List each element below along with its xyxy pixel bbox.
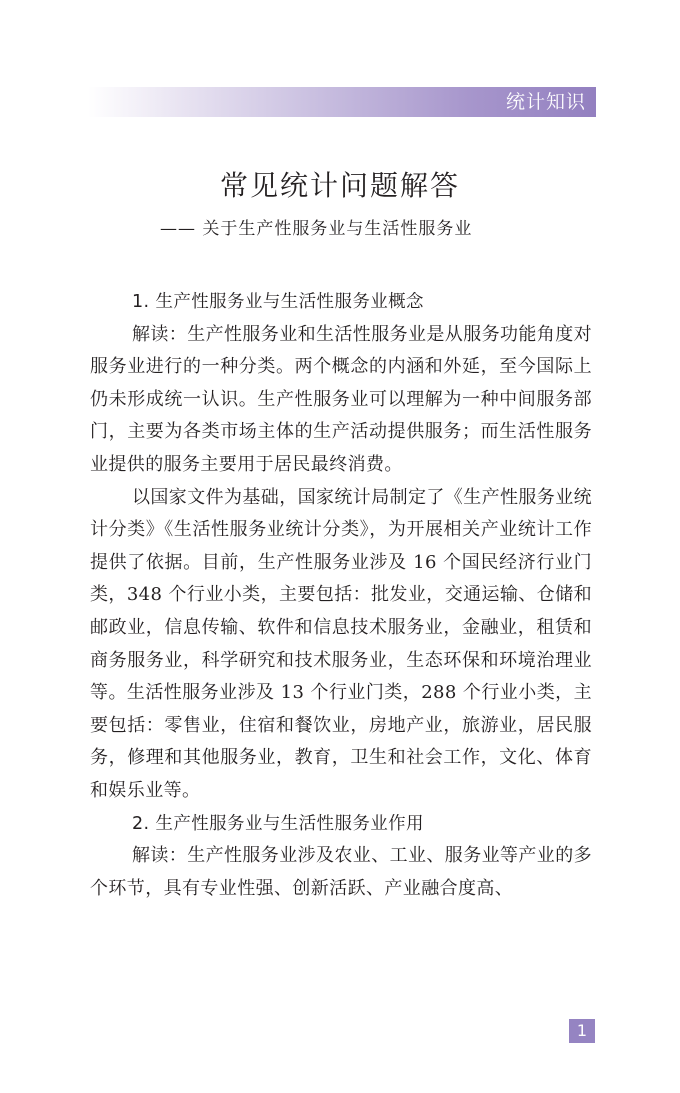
paragraph-2: 以国家文件为基础，国家统计局制定了《生产性服务业统计分类》《生活性服务业统计分类》，为开展相关产业统计工作提供了依据。目前，生产性服务业涉及 16 个国民经济行业门类，348 个行业小类，主要包括：批发业，交通运输、仓储和邮政业，信息传输、软件和信息技术服务业，金融业，租赁和商务服务业，科学研究和技术服务业，生态环保和环境治理业等。生活性服务业涉及 13 个行业门类，288 个行业小类，主要包括：零售业，住宿和餐饮业，房地产业，旅游业，居民服务，修理和其他服务业，教育，卫生和社会工作，文化、体育和娱乐业等。 [90,486,592,801]
paragraph-1: 解读：生产性服务业和生活性服务业是从服务功能角度对服务业进行的一种分类。两个概念的内涵和外延，至今国际上仍未形成统一认识。生产性服务业可以理解为一种中间服务部门，主要为各类市场主体的生产活动提供服务；而生活性服务业提供的服务主要用于居民最终消费。 [90,323,592,475]
page-number: 1 [569,1019,595,1043]
paragraph-3: 解读：生产性服务业涉及农业、工业、服务业等产业的多个环节，具有专业性强、创新活跃、产业融合度高、 [90,845,592,899]
article-body [90,286,592,905]
header-band [88,87,596,117]
page-subtitle: —— 关于生产性服务业与生活性服务业 [160,219,473,239]
page-title: 常见统计问题解答 [219,169,460,202]
section-label: 统计知识 [505,91,586,113]
section-heading-1: 1. 生产性服务业与生活性服务业概念 [132,292,424,312]
section-heading-2: 2. 生产性服务业与生活性服务业作用 [132,813,424,834]
